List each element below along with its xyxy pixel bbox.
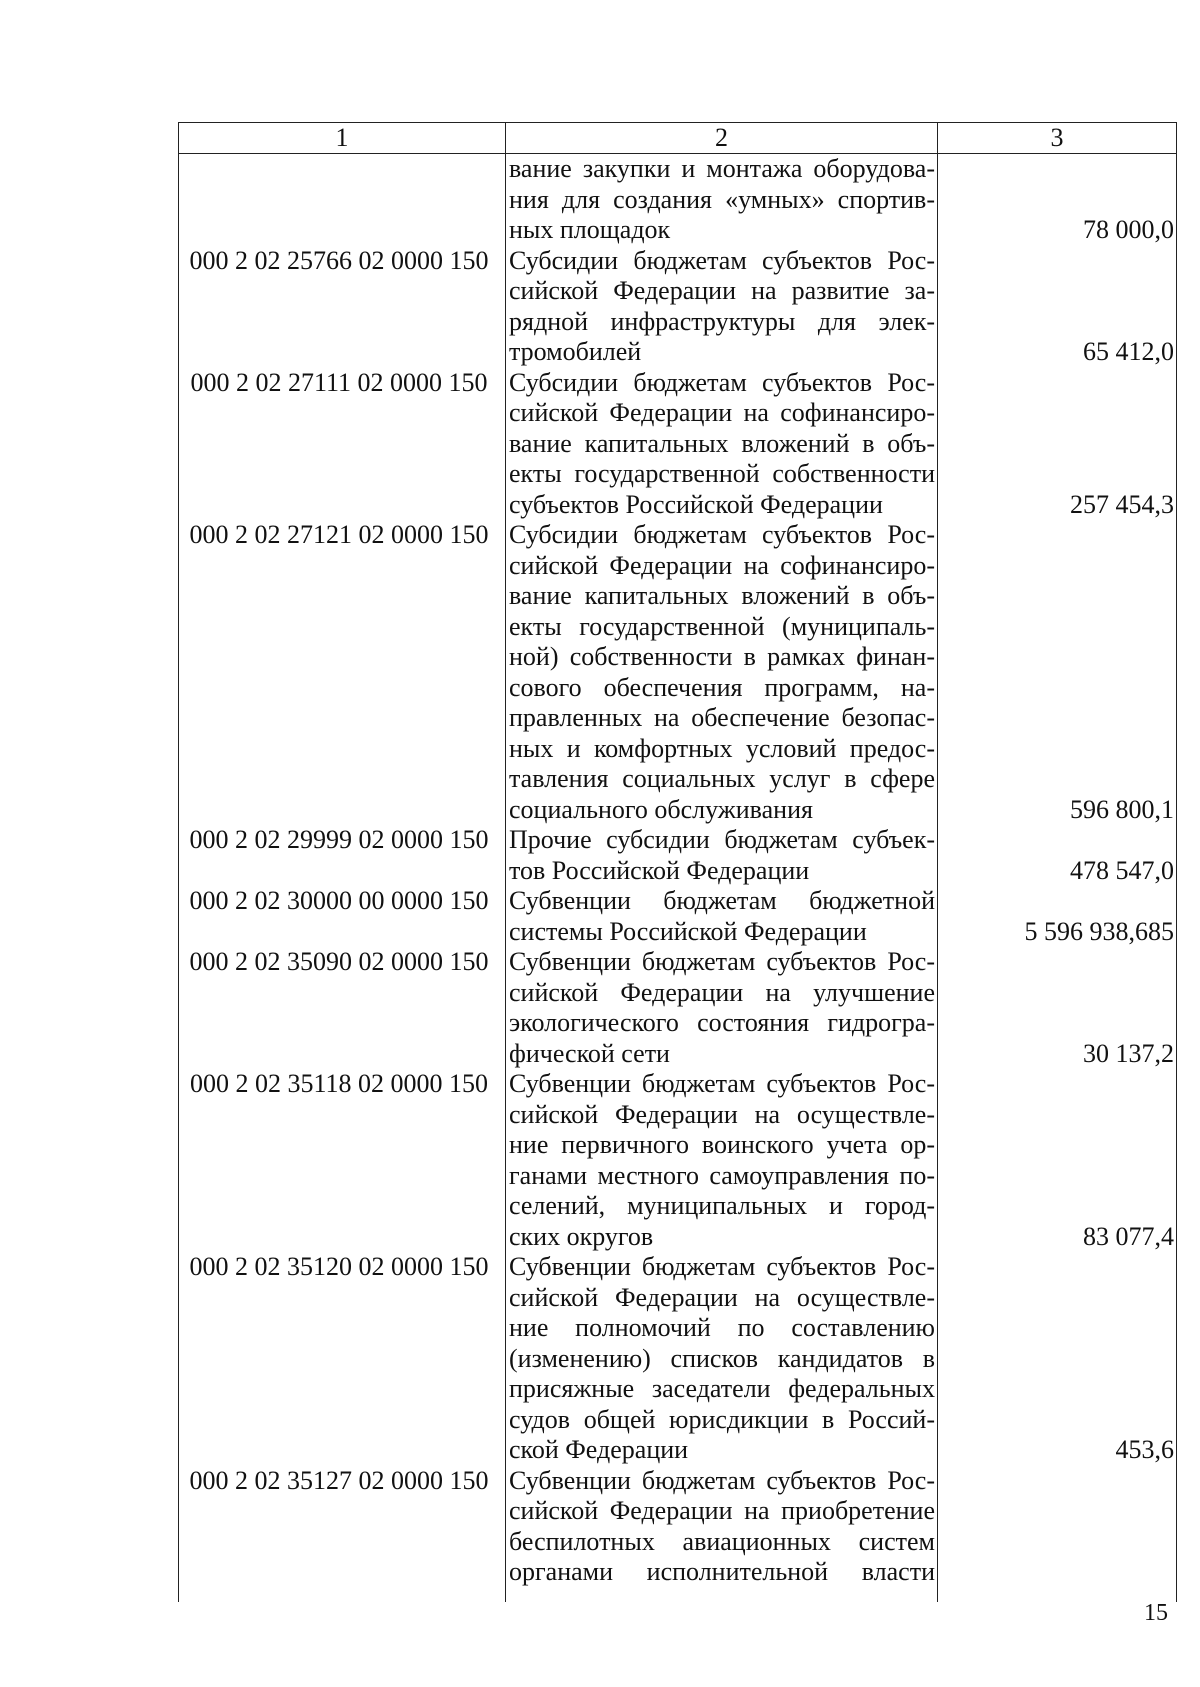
table-row [179,154,1177,246]
description-line: системы Российской Федерации [509,916,867,946]
description-line: социального обслуживания [509,794,813,824]
item-amount: 596 800,1 [938,520,1177,825]
description-line: Субсидии бюджетам субъектов Рос- [509,245,935,275]
item-description [506,825,938,886]
description-line: Прочие субсидии бюджетам субъек- [509,825,935,854]
item-amount: 78 000,0 [938,154,1177,246]
item-amount [938,1466,1177,1588]
budget-code: 000 2 02 35118 02 0000 150 [179,1069,506,1252]
item-amount: 65 412,0 [938,246,1177,368]
description-line: сийской Федерации на развитие за- [509,276,935,305]
item-description [506,368,938,521]
table-row [179,520,1177,825]
description-line: сийской Федерации на улучшение [509,977,935,1007]
description-line: Субвенции бюджетам субъектов Рос- [509,947,935,976]
description-line: Субсидии бюджетам субъектов Рос- [509,520,935,549]
budget-code: 000 2 02 35090 02 0000 150 [179,947,506,1069]
item-amount: 257 454,3 [938,368,1177,521]
description-line: Субвенции бюджетам субъектов Рос- [509,1069,935,1098]
table-row [179,1252,1177,1466]
column-header-1: 1 [179,123,506,154]
budget-code: 000 2 02 30000 00 0000 150 [179,886,506,947]
description-line: сийской Федерации на софинансиро- [509,398,935,427]
table-continuation [179,1588,1177,1602]
table-row [179,886,1177,947]
description-line: Субвенции бюджетам бюджетной [509,886,935,915]
column-header-3: 3 [938,123,1177,154]
description-line: сийской Федерации на софинансиро- [509,550,935,580]
description-line: ние полномочий по составлению [509,1313,935,1342]
continuation-cell [506,1588,938,1602]
table-row [179,1466,1177,1588]
item-description [506,1466,938,1588]
continuation-cell [179,1588,506,1602]
column-header-2: 2 [506,123,938,154]
description-line: судов общей юрисдикции в Россий- [509,1404,935,1434]
table-header [179,123,1177,154]
description-line: экологического состояния гидрогра- [509,1008,935,1037]
description-line: рядной инфраструктуры для элек- [509,306,935,336]
description-line: тов Российской Федерации [509,855,810,885]
item-amount: 83 077,4 [938,1069,1177,1252]
budget-code: 000 2 02 29999 02 0000 150 [179,825,506,886]
description-line: екты государственной собственности [509,459,935,488]
budget-code: 000 2 02 27121 02 0000 150 [179,520,506,825]
budget-code: 000 2 02 27111 02 0000 150 [179,368,506,521]
table-row [179,947,1177,1069]
budget-code [179,154,506,246]
page-number: 15 [1144,1600,1168,1626]
item-amount: 453,6 [938,1252,1177,1466]
budget-code: 000 2 02 25766 02 0000 150 [179,246,506,368]
description-line: сийской Федерации на осуществле- [509,1282,935,1312]
description-line: екты государственной (муниципаль- [509,611,935,641]
description-line: сийской Федерации на осуществле- [509,1099,935,1129]
description-line: селений, муниципальных и город- [509,1191,935,1220]
budget-table [178,122,1177,1602]
description-line: Субвенции бюджетам субъектов Рос- [509,1465,935,1495]
description-line: Субсидии бюджетам субъектов Рос- [509,367,935,397]
description-line: сийской Федерации на приобретение [509,1496,935,1525]
description-line: субъектов Российской Федерации [509,489,883,519]
item-description [506,154,938,246]
item-amount: 5 596 938,685 [938,886,1177,947]
description-line: вание капитальных вложений в объ- [509,428,935,458]
description-line: органами исполнительной власти [509,1557,935,1586]
item-description [506,1069,938,1252]
item-description [506,1252,938,1466]
description-line: присяжные заседатели федеральных [509,1374,935,1403]
description-line: правленных на обеспечение безопас- [509,703,935,732]
description-line: ганами местного самоуправления по- [509,1160,935,1190]
item-amount: 478 547,0 [938,825,1177,886]
table-row [179,368,1177,521]
description-line: ных и комфортных условий предос- [509,733,935,763]
continuation-cell [938,1588,1177,1602]
budget-code: 000 2 02 35120 02 0000 150 [179,1252,506,1466]
header-row [179,123,1177,154]
description-line: ской Федерации [509,1435,689,1464]
description-line: тромобилей [509,337,642,366]
description-line: ния для создания «умных» спортив- [509,184,935,214]
table-body [179,154,1177,1602]
table-row [179,246,1177,368]
item-description [506,520,938,825]
budget-code: 000 2 02 35127 02 0000 150 [179,1466,506,1588]
description-line: беспилотных авиационных систем [509,1526,935,1556]
item-amount: 30 137,2 [938,947,1177,1069]
table-row [179,1069,1177,1252]
description-line: сового обеспечения программ, на- [509,672,935,702]
description-line: Субвенции бюджетам субъектов Рос- [509,1252,935,1281]
description-line: ских округов [509,1221,654,1251]
description-line: тавления социальных услуг в сфере [509,764,935,793]
item-description [506,947,938,1069]
description-line: ние первичного воинского учета ор- [509,1130,935,1159]
table-row [179,825,1177,886]
item-description [506,886,938,947]
description-line: ной) собственности в рамках финан- [509,642,935,671]
description-line: (изменению) списков кандидатов в [509,1343,935,1373]
description-line: вание закупки и монтажа оборудова- [509,154,935,183]
description-line: фической сети [509,1038,670,1068]
description-line: ных площадок [509,215,671,244]
item-description [506,246,938,368]
description-line: вание капитальных вложений в объ- [509,581,935,610]
